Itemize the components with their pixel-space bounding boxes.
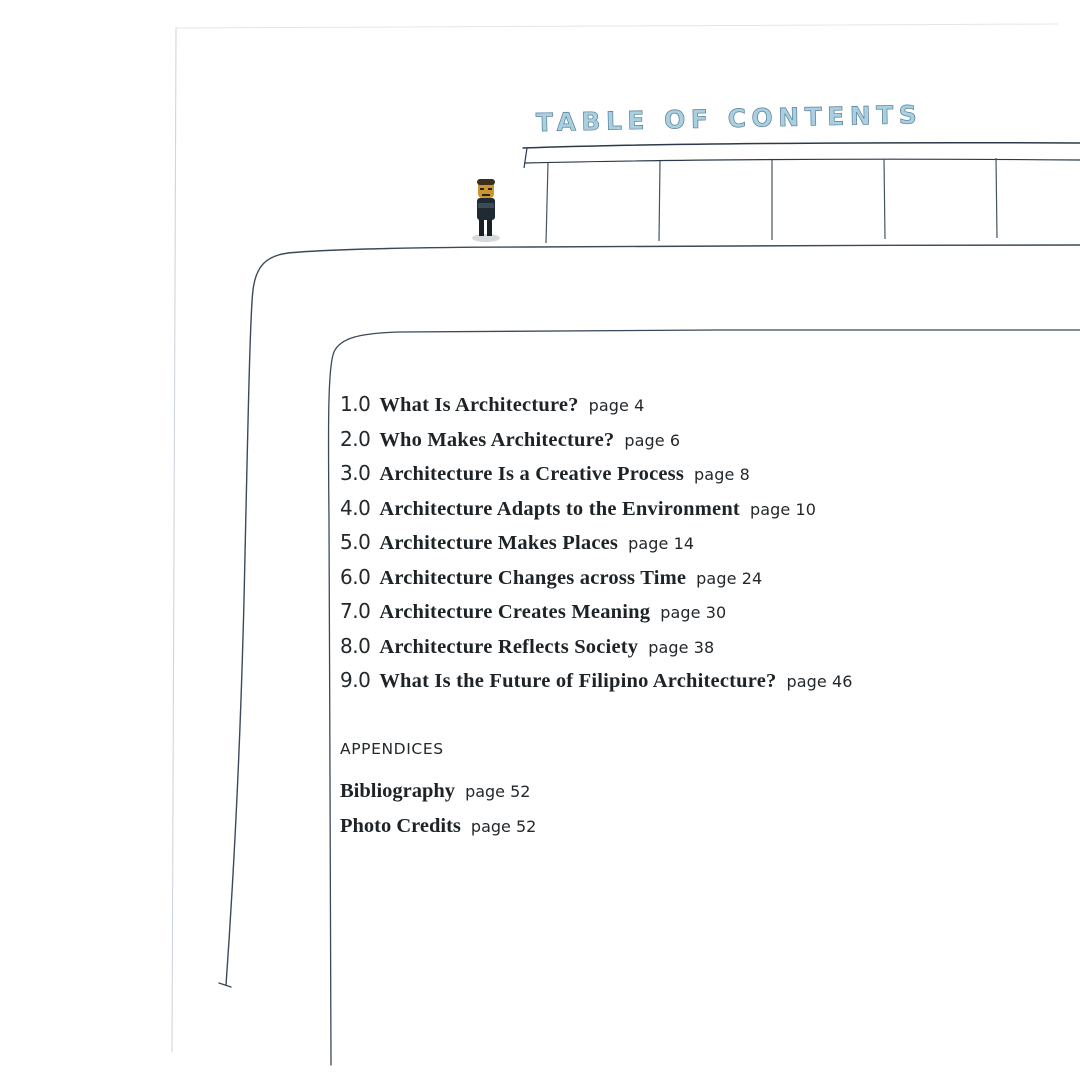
toc-page: page 6 [624, 430, 681, 450]
toc-number: 8.0 [340, 633, 371, 658]
toc-title: Architecture Reflects Society [379, 635, 639, 658]
appendix-title: Bibliography [340, 780, 456, 802]
appendix-title: Photo Credits [340, 815, 461, 837]
toc-page: page 24 [696, 568, 763, 588]
toc-number: 3.0 [340, 461, 371, 485]
toc-row[interactable] [340, 668, 960, 693]
toc-number: 2.0 [340, 426, 371, 451]
toc-title: Architecture Makes Places [379, 532, 619, 554]
toc-title: Who Makes Architecture? [379, 428, 615, 451]
list-item[interactable] [340, 815, 840, 838]
appendices-section [340, 740, 840, 850]
toc-number: 7.0 [340, 599, 371, 623]
appendices-heading: APPENDICES [340, 740, 444, 758]
appendix-page: page 52 [465, 782, 531, 801]
toc-title: Architecture Changes across Time [379, 566, 687, 589]
toc-page: page 10 [749, 499, 817, 519]
toc-title: What Is the Future of Filipino Architecture? [379, 670, 777, 692]
appendix-page: page 52 [470, 817, 537, 836]
toc-title: What Is Architecture? [379, 394, 579, 416]
toc-number: 9.0 [340, 668, 371, 692]
toc-row[interactable] [340, 565, 960, 590]
toc-title: Architecture Adapts to the Environment [379, 497, 740, 520]
toc-number: 1.0 [340, 392, 371, 416]
page-title: TABLE OF CONTENTS [535, 100, 923, 138]
toc-number: 6.0 [340, 564, 371, 589]
toc-page: page 38 [648, 637, 715, 657]
toc-page: page 14 [628, 534, 695, 553]
toc-row[interactable] [340, 496, 960, 521]
toc-number: 4.0 [340, 495, 371, 520]
toc-row[interactable] [340, 634, 960, 659]
toc-number: 5.0 [340, 530, 371, 554]
standing-person-icon [466, 174, 506, 242]
toc-page: page 8 [694, 465, 750, 484]
toc-row[interactable] [340, 599, 960, 624]
table-of-contents-list [340, 392, 960, 703]
toc-row[interactable] [340, 392, 960, 417]
toc-title: Architecture Is a Creative Process [379, 463, 685, 485]
toc-title: Architecture Creates Meaning [379, 601, 651, 623]
toc-page: page 46 [786, 672, 853, 691]
toc-page: page 30 [660, 603, 727, 622]
toc-row[interactable] [340, 427, 960, 452]
toc-row[interactable] [340, 461, 960, 486]
toc-row[interactable] [340, 530, 960, 555]
toc-page: page 4 [588, 396, 645, 415]
list-item[interactable] [340, 780, 840, 803]
